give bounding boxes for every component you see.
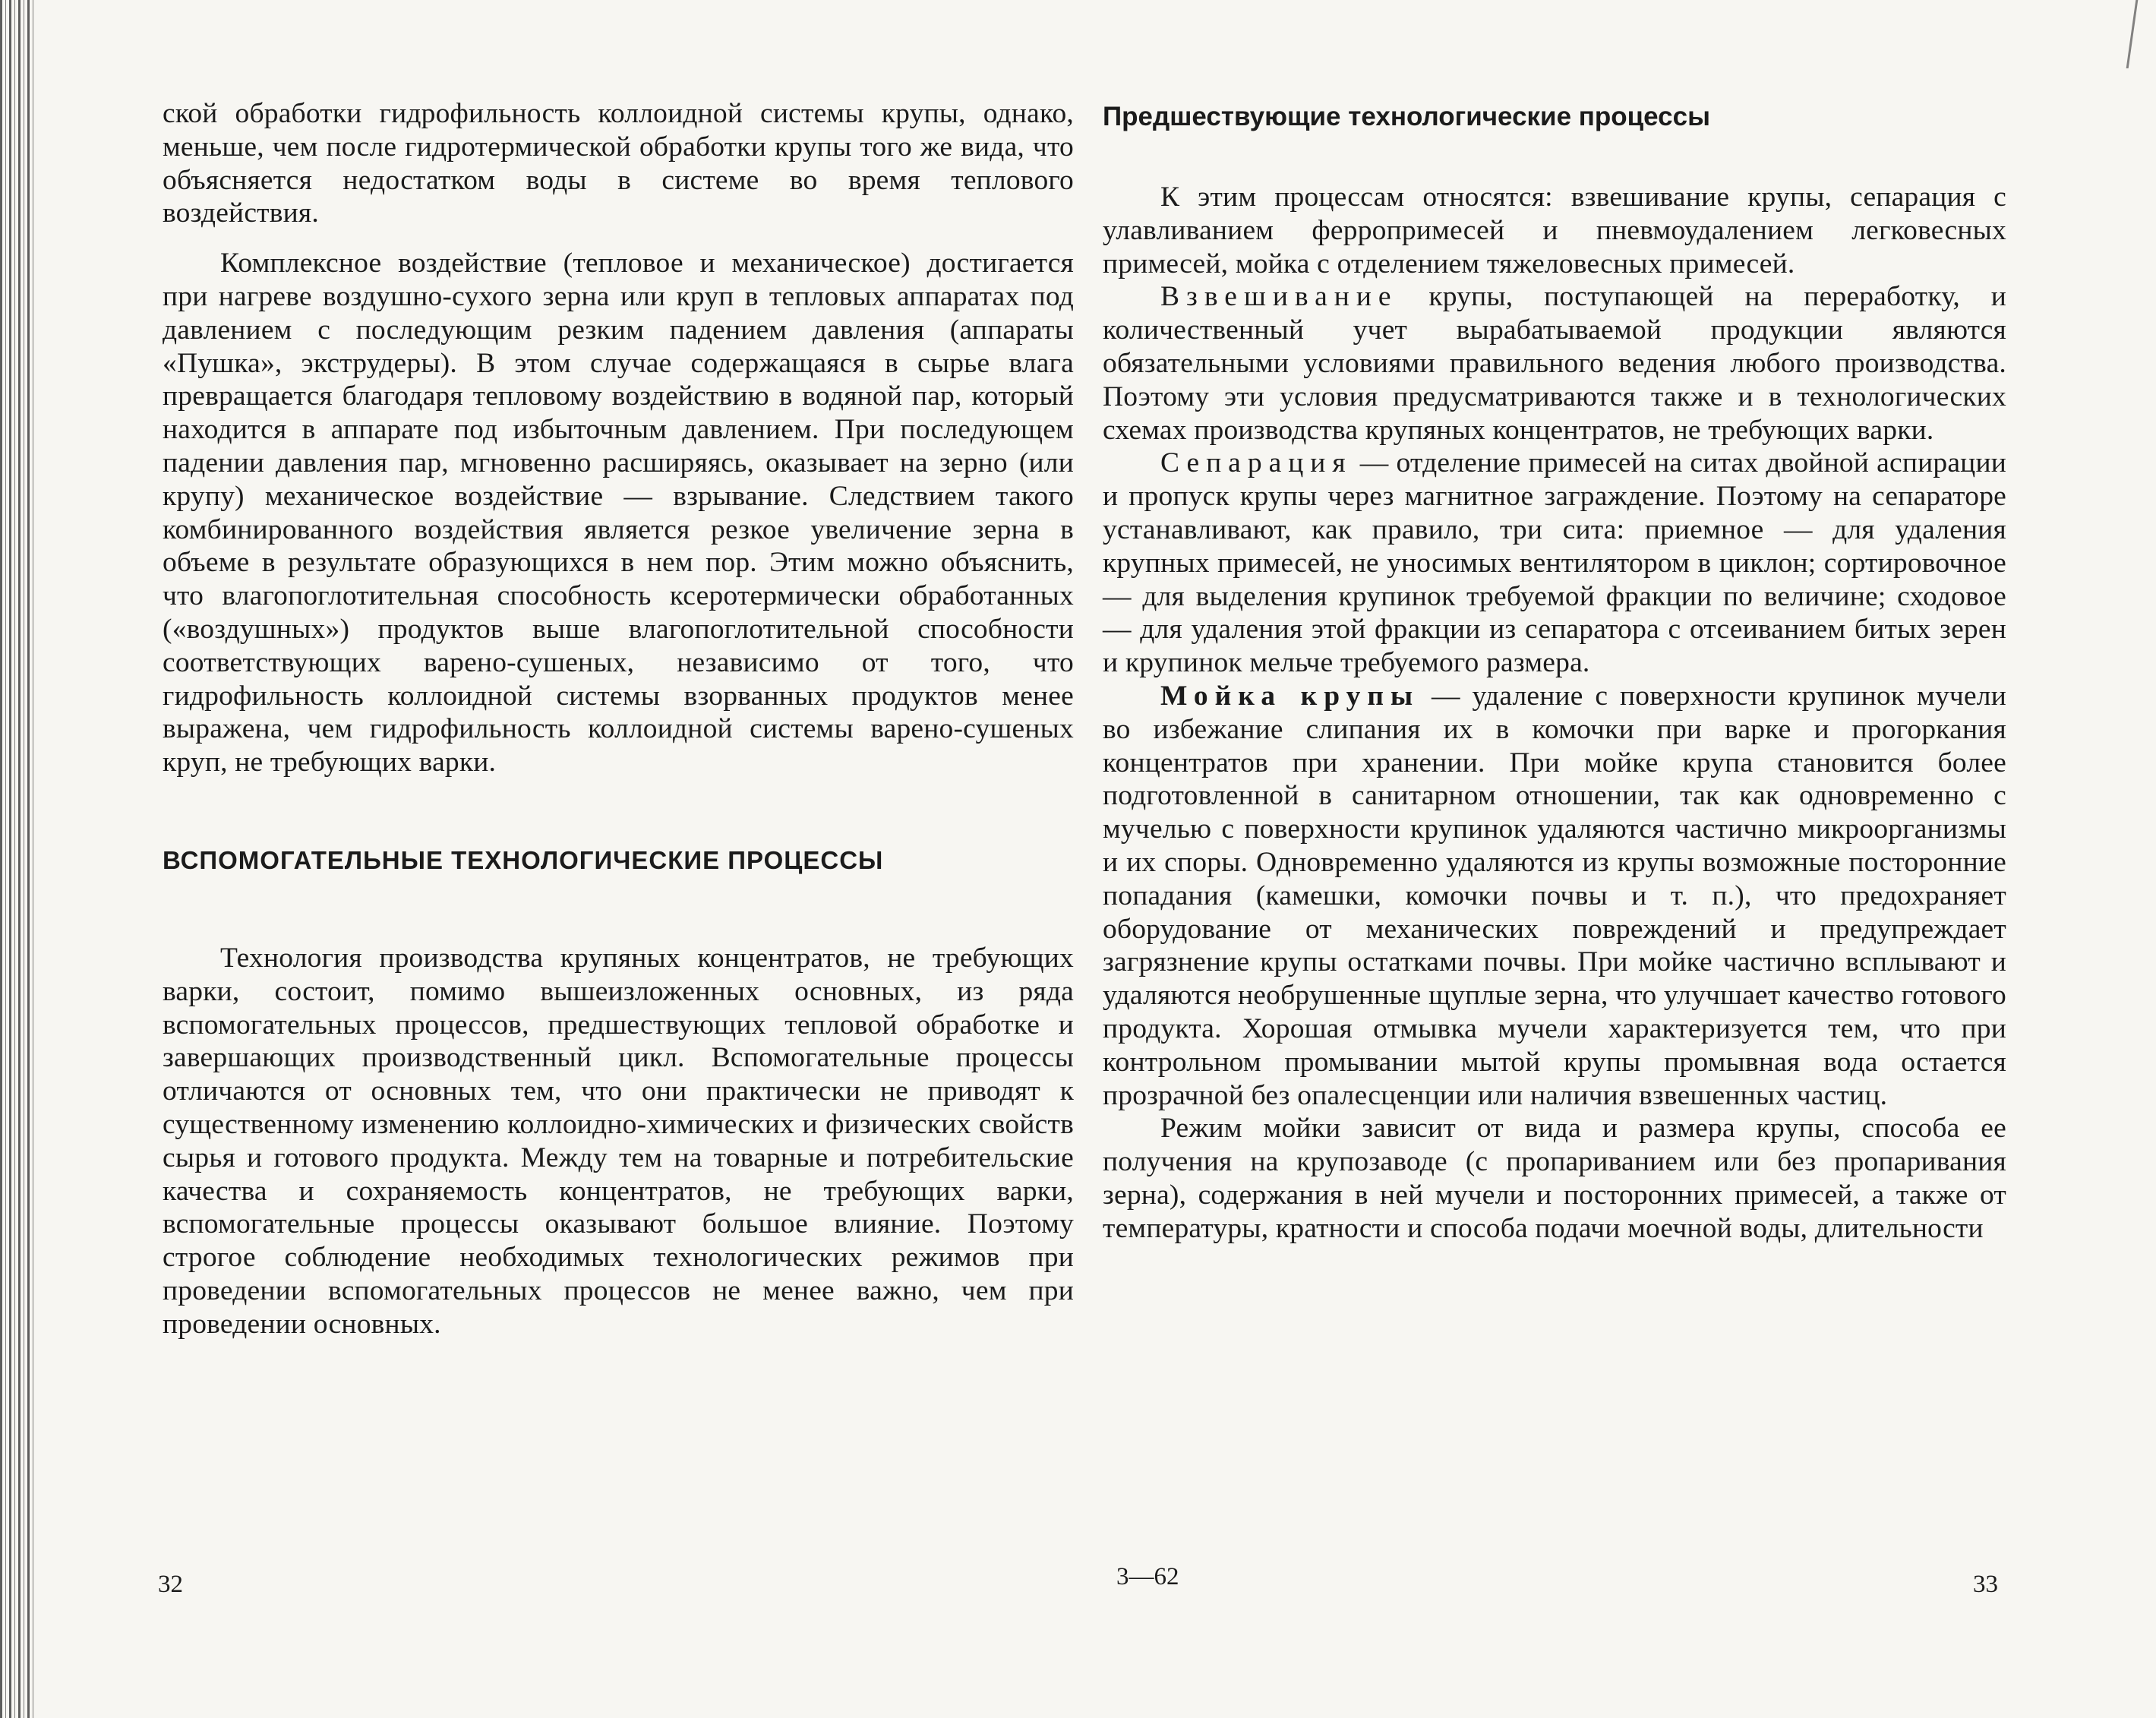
book-binding-edge <box>0 0 35 1718</box>
section-heading-auxiliary: ВСПОМОГАТЕЛЬНЫЕ ТЕХНОЛОГИЧЕСКИЕ ПРОЦЕССЫ <box>163 845 884 874</box>
left-page <box>163 97 1074 1341</box>
page-number-right: 33 <box>1973 1571 1998 1598</box>
right-page <box>1103 97 2006 1246</box>
section-heading-preceding: Предшествующие технологические процессы <box>1103 102 1710 131</box>
term-separation: Сепарация <box>1160 447 1353 479</box>
left-paragraph-2: Комплексное воздействие (тепловое и механическое) достигается при нагреве воздушно-сухого зерна или круп в тепловых аппаратах под давлением с последующим резким падением давления (аппараты «Пушка», экструдеры). В этом случае содержащаяся в сырье влага превращается благодаря тепловому воздействию в водяной пар, который находится в аппарате под избыточным давлением. При последующем падении давления пар, мгновенно расширяясь, оказывает на зерно (или крупу) механическое воздействие — взрывание. Следствием такого комбинированного воздействия является резкое увеличение зерна в объеме в результате образующихся в нем пор. Этим можно объяснить, что влагопоглотительная способность ксеротермически обработанных («воздушных») продуктов выше влагопоглотительной способности соответствующих варено-сушеных, независимо от того, что гидрофильность коллоидной системы взорванных продуктов менее выражена, чем гидрофильность коллоидной системы варено-сушеных круп, не требующих варки. <box>163 248 1074 778</box>
paragraph-gap <box>163 230 1074 247</box>
term-washing: Мойка крупы <box>1160 680 1420 712</box>
right-paragraph-3 <box>1103 447 2006 680</box>
page-number-left: 32 <box>158 1571 183 1598</box>
right-paragraph-1: К этим процессам относятся: взвешивание крупы, сепарация с улавливанием ферропримесей и пневмоудалением легковесных примесей, мойка с отделением тяжеловесных примесей. <box>1103 182 2006 279</box>
right-paragraph-4-text: — удаление с поверхности крупинок мучели во избежание слипания их в комочки при варке и прогоркания концентратов при хранении. При мойке крупа становится более подготовленной в санитарном отношении, так как одновременно с мучелью с поверхности крупинок удаляются частично микроорганизмы и их споры. Одновременно удаляются из крупы возможные посторонние попадания (камешки, комочки почвы и т. п.), что предохраняет оборудование от механических повреждений и предупреждает загрязнение крупы остатками почвы. При мойке частично всплывают и удаляются необрушенные щуплые зерна, что улучшает качество готового продукта. Хорошая отмывка мучели характеризуется тем, что при контрольном промывании мытой крупы промывная вода остается прозрачной без опалесценции или наличия взвешенных частиц. <box>1103 680 2006 1111</box>
left-paragraph-1: ской обработки гидрофильность коллоидной системы крупы, однако, меньше, чем после гидротермической обработки крупы того же вида, что объясняется недостатком воды в системе во время теплового воздействия. <box>163 98 1074 229</box>
term-weighing: Взвешивание <box>1160 281 1398 313</box>
right-paragraph-2-text: крупы, поступающей на переработку, и количественный учет вырабатываемой продукции являются обязательными условиями правильного ведения любого производства. Поэтому эти условия предусматриваются также и в технологических схемах производства крупяных концентратов, не требующих варки. <box>1103 281 2007 446</box>
printer-signature-mark: 3—62 <box>1116 1563 1179 1590</box>
right-paragraph-5: Режим мойки зависит от вида и размера крупы, способа ее получения на крупозаводе (с пропариванием или без пропаривания зерна), содержания в ней мучели и посторонних примесей, а также от температуры, кратности и способа подачи моечной воды, длительности <box>1103 1113 2006 1244</box>
right-paragraph-4 <box>1103 680 2006 1112</box>
right-paragraph-3-text: — отделение примесей на ситах двойной аспирации и пропуск крупы через магнитное заграждение. Поэтому на сепараторе устанавливают, как правило, три сита: приемное — для удаления крупных примесей, не уносимых вентилятором в циклон; сортировочное — для выделения крупинок требуемой фракции по величине; сходовое — для удаления этой фракции из сепаратора с отсеиванием битых зерен и крупинок мельче требуемого размера. <box>1103 447 2006 679</box>
scan-corner-mark <box>2126 0 2156 68</box>
right-paragraph-2 <box>1103 280 2006 447</box>
left-paragraph-3: Технология производства крупяных концентратов, не требующих варки, состоит, помимо вышеизложенных основных, из ряда вспомогательных процессов, предшествующих тепловой обработке и завершающих производственный цикл. Вспомогательные процессы отличаются от основных тем, что они практически не приводят к существенному изменению коллоидно-химических и физических свойств сырья и готового продукта. Между тем на товарные и потребительские качества и сохраняемость концентратов, не требующих варки, вспомогательные процессы оказывают большое влияние. Поэтому строгое соблюдение необходимых технологических режимов при проведении вспомогательных процессов не менее важно, чем при проведении основных. <box>163 942 1074 1340</box>
